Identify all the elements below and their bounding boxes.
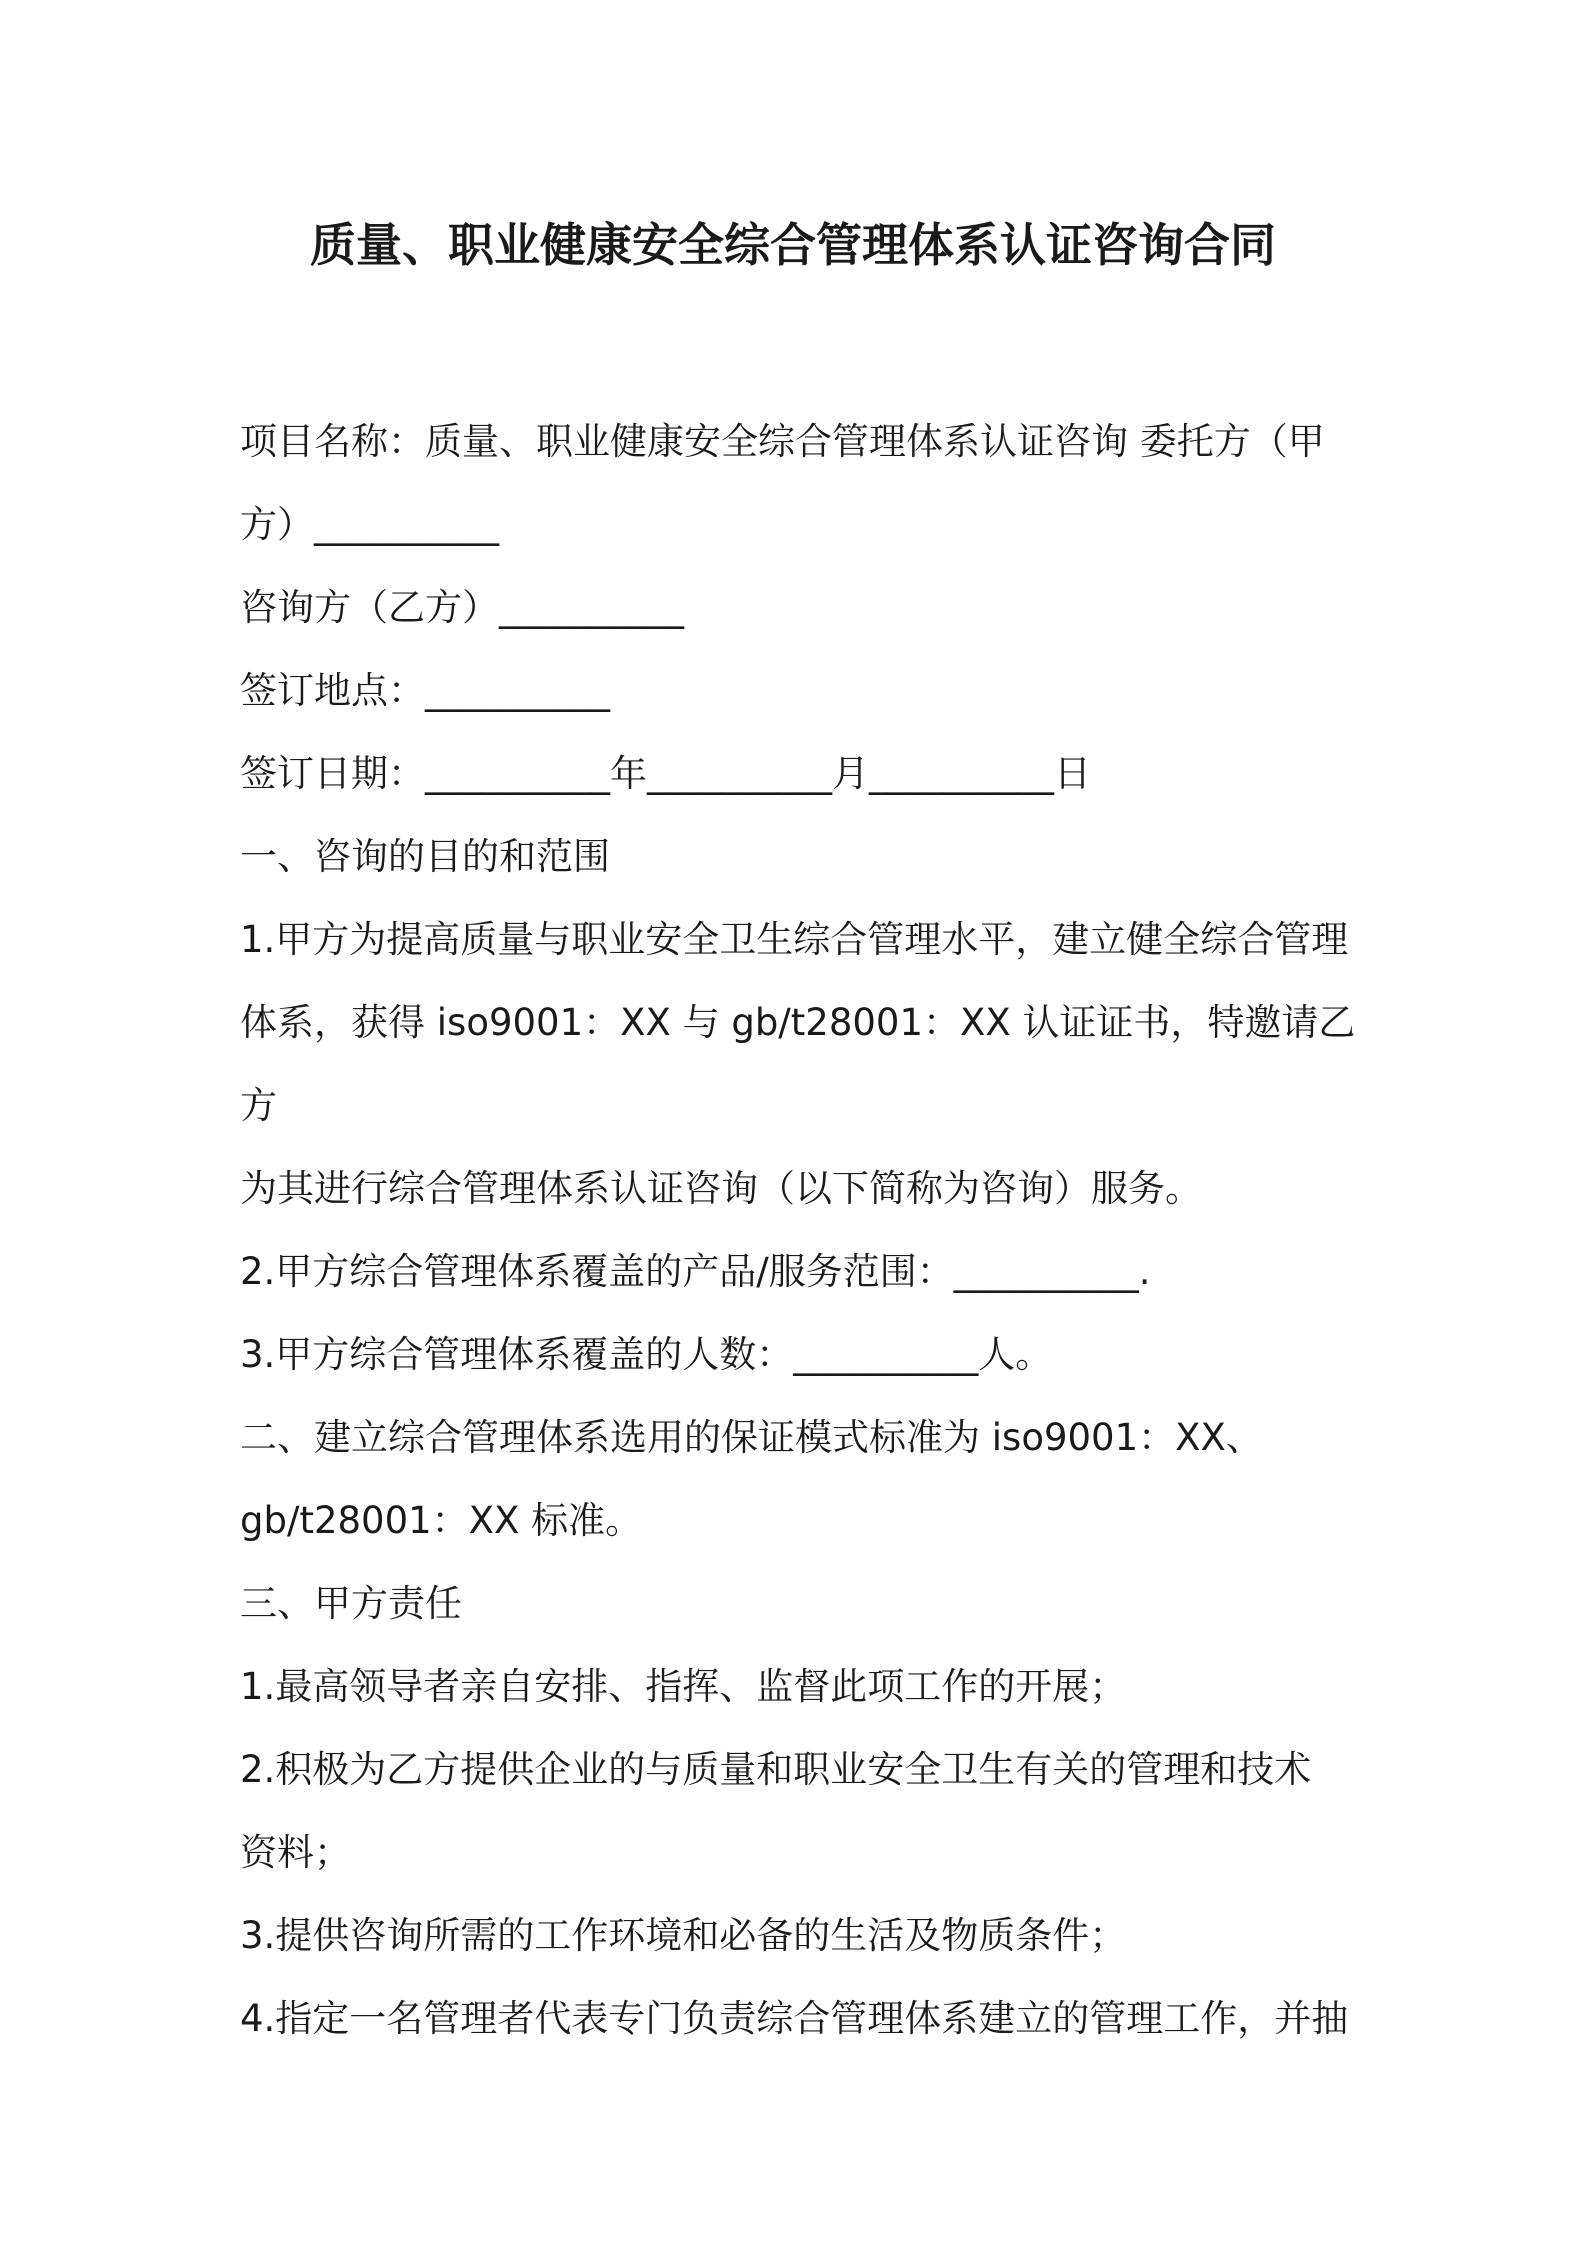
paragraph-line: 1.甲方为提高质量与职业安全卫生综合管理水平，建立健全综合管理 — [240, 918, 1349, 961]
paragraph-line: 3.甲方综合管理体系覆盖的人数：__________人。 — [240, 1333, 1053, 1376]
section-2-heading: 二、建立综合管理体系选用的保证模式标准为 iso9001：XX、 — [240, 1416, 1263, 1459]
section-1-heading: 一、咨询的目的和范围 — [240, 835, 610, 878]
paragraph-line: 为其进行综合管理体系认证咨询（以下简称为咨询）服务。 — [240, 1167, 1202, 1210]
paragraph-line: 1.最高领导者亲自安排、指挥、监督此项工作的开展； — [240, 1665, 1127, 1708]
paragraph-line: 资料； — [240, 1831, 351, 1874]
paragraph-line: 体系，获得 iso9001：XX 与 gb/t28001：XX 认证证书，特邀请乙方 — [240, 1001, 1356, 1127]
document-title: 质量、职业健康安全综合管理体系认证咨询合同 — [310, 218, 1276, 272]
paragraph-line: 3.提供咨询所需的工作环境和必备的生活及物质条件； — [240, 1914, 1127, 1957]
signing-place-line: 签订地点：__________ — [240, 669, 610, 712]
paragraph-line: 2.甲方综合管理体系覆盖的产品/服务范围：__________. — [240, 1250, 1151, 1293]
section-3-heading: 三、甲方责任 — [240, 1582, 462, 1625]
document-body — [240, 400, 1360, 2060]
project-name-line: 项目名称：质量、职业健康安全综合管理体系认证咨询 委托方（甲 — [240, 420, 1325, 463]
party-b-line: 咨询方（乙方）__________ — [240, 586, 684, 629]
signing-date-line: 签订日期：__________年__________月__________日 — [240, 752, 1091, 795]
paragraph-line: gb/t28001：XX 标准。 — [240, 1499, 643, 1542]
paragraph-line: 4.指定一名管理者代表专门负责综合管理体系建立的管理工作，并抽 — [240, 1997, 1349, 2040]
paragraph-line: 2.积极为乙方提供企业的与质量和职业安全卫生有关的管理和技术 — [240, 1748, 1312, 1791]
party-a-line: 方）__________ — [240, 503, 499, 546]
